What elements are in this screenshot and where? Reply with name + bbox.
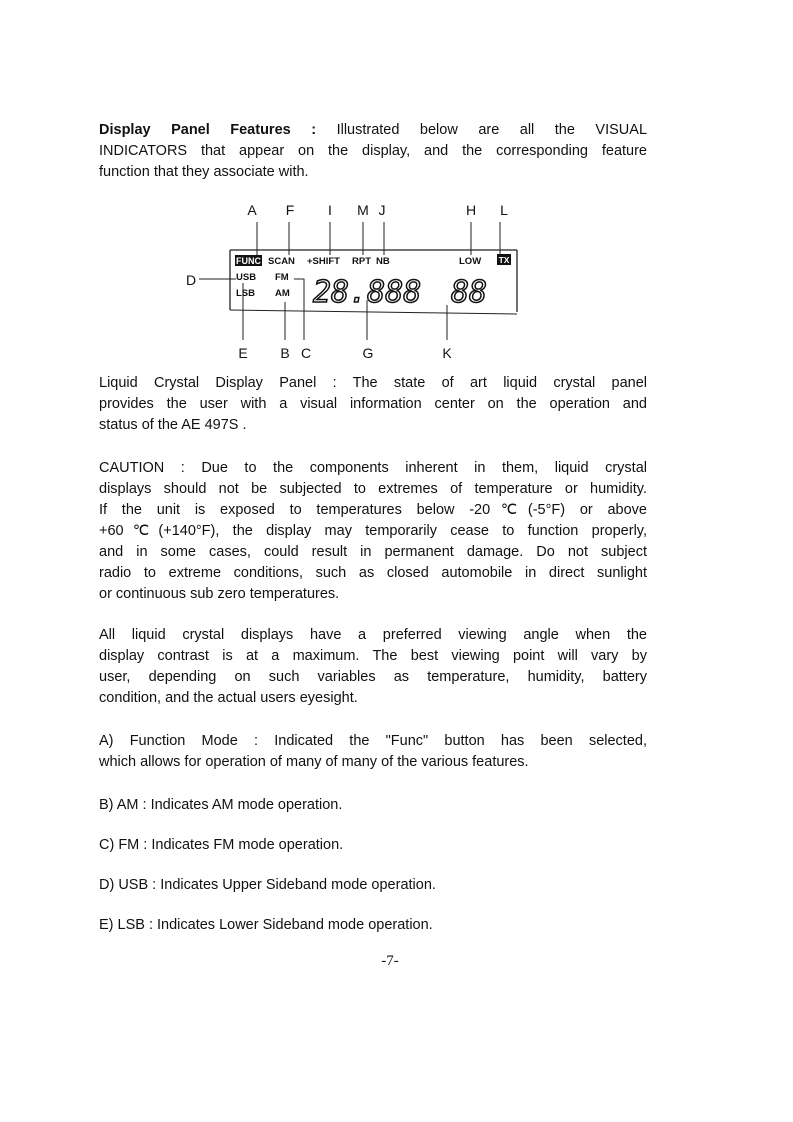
tx-badge-label: TX [498, 255, 510, 265]
callout-k: K [442, 345, 452, 361]
lcd-low: LOW [459, 256, 482, 267]
lcd-line-1: Liquid Crystal Display Panel : The state of art liquid crystal panel [99, 375, 647, 391]
viewing-line-3: user, depending on such variables as temperature, humidity, battery [99, 669, 647, 685]
lcd-line-3: status of the AE 497S . [99, 417, 247, 433]
lcd-line-2: provides the user with a visual information center on the operation and [99, 396, 647, 412]
callout-e: E [238, 345, 248, 361]
lcd-scan: SCAN [268, 256, 295, 267]
intro-line-3: function that they associate with. [99, 164, 309, 180]
callout-j: J [378, 202, 386, 218]
lcd-usb: USB [236, 272, 257, 283]
lcd-fm: FM [275, 272, 289, 283]
callout-a: A [247, 202, 257, 218]
lcd-lsb: LSB [236, 288, 255, 299]
callout-b: B [280, 345, 290, 361]
item-d: D) USB : Indicates Upper Sideband mode operation. [99, 877, 436, 893]
caution-line-3: If the unit is exposed to temperatures below -20℃(-5°F) or above [99, 502, 647, 518]
intro-line-2: INDICATORS that appear on the display, and the corresponding feature [99, 143, 647, 159]
section-heading: Display Panel Features : [99, 122, 317, 138]
callout-h: H [465, 202, 477, 218]
callout-l: L [500, 202, 508, 218]
callout-c: C [300, 345, 312, 361]
lcd-shift: +SHIFT [307, 256, 340, 267]
item-b: B) AM : Indicates AM mode operation. [99, 797, 343, 813]
lcd-panel [230, 250, 517, 314]
callout-d: D [185, 272, 197, 288]
lcd-frequency: 28.888 [313, 275, 422, 310]
viewing-line-2: display contrast is at a maximum. The best viewing point will vary by [99, 648, 647, 664]
intro-line-1: Display Panel Features : Illustrated below are all the VISUAL [99, 122, 648, 138]
caution-line-7: or continuous sub zero temperatures. [99, 586, 340, 602]
callout-i: I [328, 202, 332, 218]
viewing-line-4: condition, and the actual users eyesight. [99, 690, 358, 706]
lcd-diagram [0, 0, 793, 400]
lcd-rpt: RPT [352, 256, 371, 267]
lcd-am: AM [275, 288, 290, 299]
item-c: C) FM : Indicates FM mode operation. [99, 837, 344, 853]
item-e: E) LSB : Indicates Lower Sideband mode operation. [99, 917, 433, 933]
item-a-line-1: A) Function Mode : Indicated the "Func" button has been selected, [99, 733, 647, 749]
caution-line-5: and in some cases, could result in permanent damage. Do not subject [99, 544, 647, 560]
page-number: -7- [381, 953, 399, 969]
callout-f: F [285, 202, 295, 218]
callout-g: G [362, 345, 374, 361]
item-a [99, 731, 647, 773]
caution-line-1: CAUTION : Due to the components inherent in them, liquid crystal [99, 460, 647, 476]
caution-line-2: displays should not be subjected to extremes of temperature or humidity. [99, 481, 647, 497]
caution-line-6: radio to extreme conditions, such as closed automobile in direct sunlight [99, 565, 647, 581]
viewing-line-1: All liquid crystal displays have a preferred viewing angle when the [99, 627, 647, 643]
viewing-paragraph [99, 625, 647, 709]
caution-paragraph [99, 458, 647, 605]
item-a-line-2: which allows for operation of many of many of the various features. [99, 754, 529, 770]
lcd-nb: NB [376, 256, 390, 267]
lcd-channel: 88 [451, 275, 488, 310]
lcd-paragraph [99, 373, 647, 436]
caution-line-4: +60℃(+140°F), the display may temporarily cease to function properly, [99, 523, 647, 539]
callout-m: M [357, 202, 369, 218]
func-badge-label: FUNC [236, 256, 261, 266]
